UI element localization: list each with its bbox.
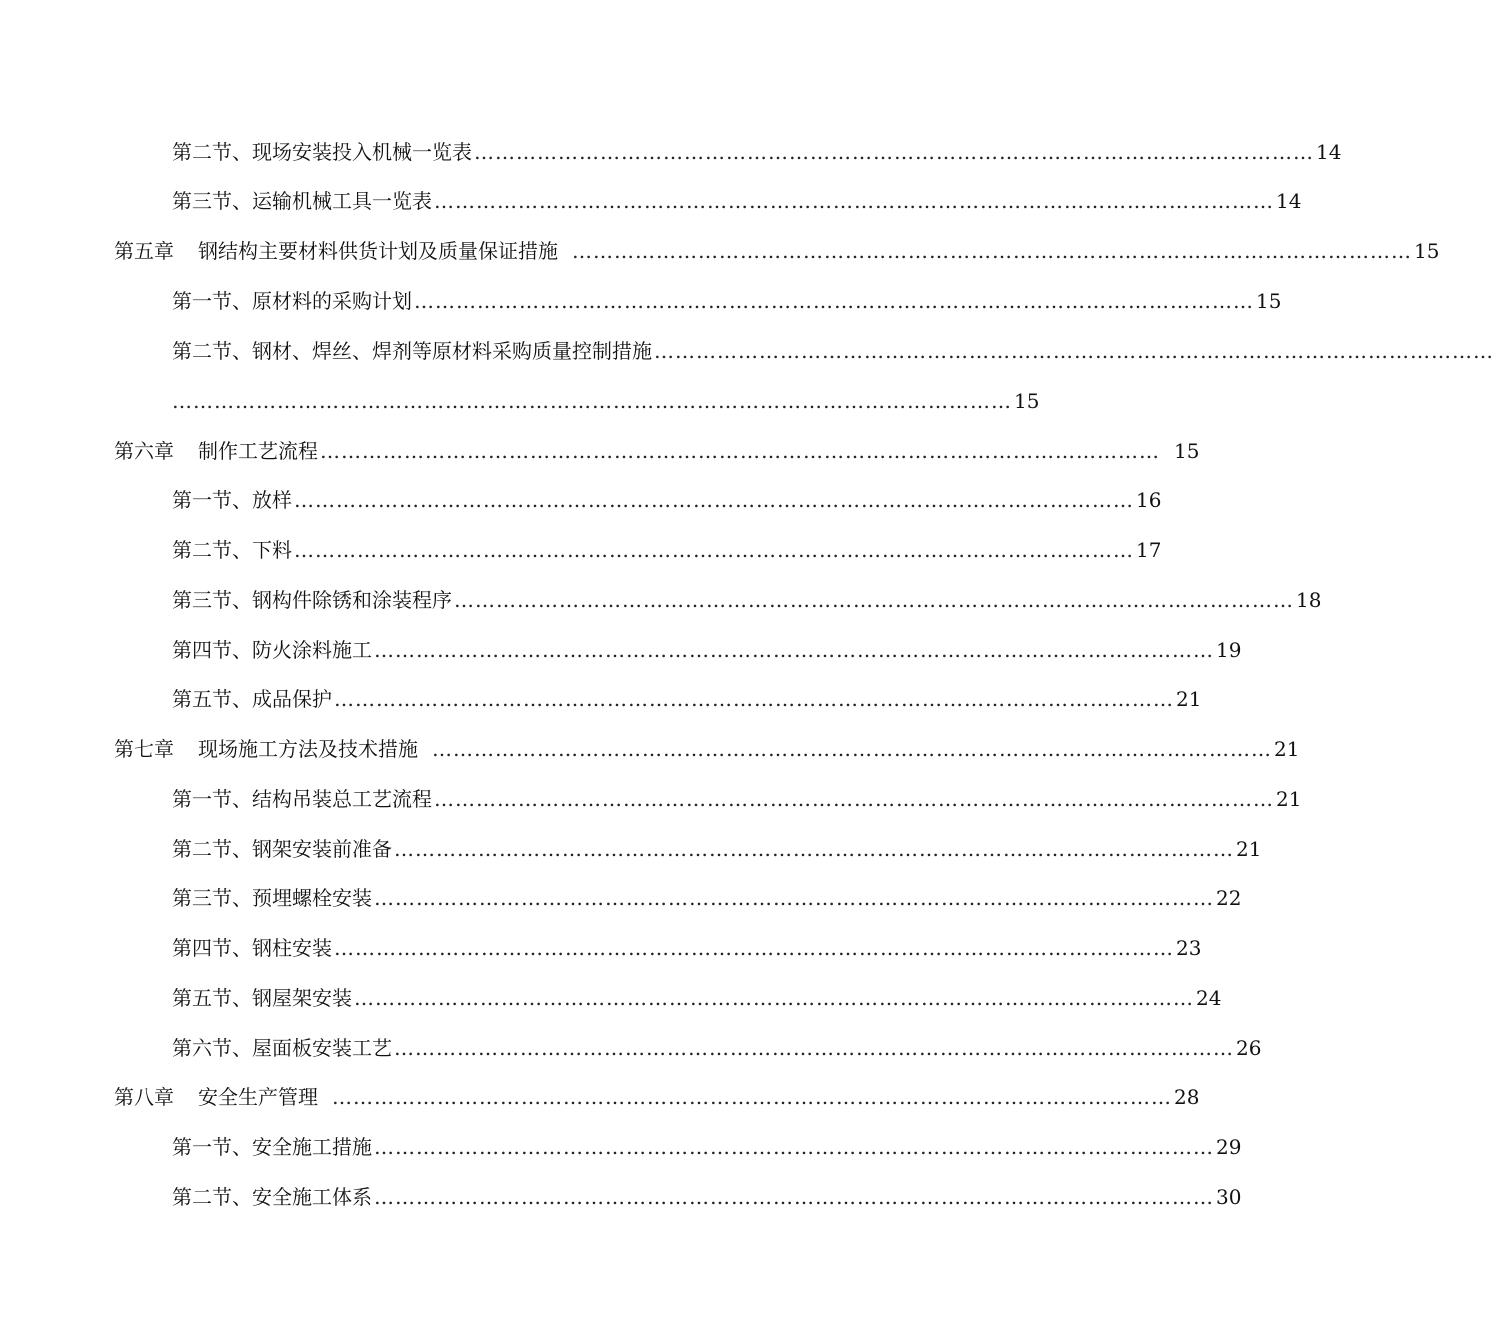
toc-page-number: 17 <box>1136 538 1162 562</box>
toc-page-number: 15 <box>1414 239 1440 263</box>
toc-page-number: 15 <box>1174 439 1200 463</box>
toc-page-number: 16 <box>1136 488 1162 512</box>
toc-dot-leader: ………………………………………………………………………………………………………… <box>474 140 1314 164</box>
toc-page-number: 14 <box>1316 140 1342 164</box>
toc-entry-section[interactable] <box>172 786 1302 812</box>
toc-dot-leader: ………………………………………………………………………………………………………… <box>334 687 1174 711</box>
toc-chapter-number: 第五章 <box>114 239 174 263</box>
toc-chapter-number: 第七章 <box>114 737 174 761</box>
toc-page-number: 22 <box>1216 886 1242 910</box>
toc-page-number: 15 <box>1014 389 1040 413</box>
toc-entry-title: 第三节、预埋螺栓安装 <box>172 886 372 910</box>
toc-dot-leader: ………………………………………………………………………………………………………… <box>354 986 1194 1010</box>
toc-dot-leader: ………………………………………………………………………………………………………… <box>294 488 1134 512</box>
toc-page-number: 21 <box>1276 787 1302 811</box>
toc-entry-section[interactable] <box>172 139 1342 165</box>
toc-entry-title: 第二节、钢材、焊丝、焊剂等原材料采购质量控制措施 <box>172 339 652 363</box>
toc-page-number: 21 <box>1176 687 1202 711</box>
toc-entry-title: 第五节、钢屋架安装 <box>172 986 352 1010</box>
toc-dot-leader: ………………………………………………………………………………………………………… <box>332 1085 1172 1109</box>
toc-entry-title: 第二节、下料 <box>172 538 292 562</box>
toc-entry-title: 第六节、屋面板安装工艺 <box>172 1036 392 1060</box>
toc-entry-section[interactable] <box>172 537 1162 563</box>
toc-page-number: 28 <box>1174 1085 1200 1109</box>
toc-page-number: 14 <box>1276 189 1302 213</box>
toc-entry-title: 第五节、成品保护 <box>172 687 332 711</box>
toc-entry-section[interactable] <box>172 935 1202 961</box>
toc-entry-title: 第一节、放样 <box>172 488 292 512</box>
toc-dot-leader: ………………………………………………………………………………………………………… <box>374 638 1214 662</box>
toc-dot-leader: ………………………………………………………………………………………………………… <box>434 189 1274 213</box>
toc-dot-leader: ………………………………………………………………………………………………………… <box>334 936 1174 960</box>
toc-entry-section[interactable] <box>172 836 1262 862</box>
toc-entry-title: 第一节、原材料的采购计划 <box>172 289 412 313</box>
toc-entry-chapter[interactable] <box>114 1084 1200 1110</box>
toc-entry-title: 第二节、钢架安装前准备 <box>172 837 392 861</box>
toc-entry-section[interactable] <box>172 637 1242 663</box>
toc-entry-title: 第一节、安全施工措施 <box>172 1135 372 1159</box>
toc-chapter-number: 第八章 <box>114 1085 174 1109</box>
toc-dot-leader: ………………………………………………………………………………………………………… <box>374 886 1214 910</box>
toc-entry-section[interactable] <box>172 1035 1262 1061</box>
toc-entry-title: 第三节、运输机械工具一览表 <box>172 189 432 213</box>
toc-dot-leader: ………………………………………………………………………………………………………… <box>432 737 1272 761</box>
toc-page-number: 21 <box>1274 737 1300 761</box>
toc-entry-title: 钢结构主要材料供货计划及质量保证措施 <box>198 239 558 263</box>
toc-page-number: 15 <box>1256 289 1282 313</box>
toc-dot-leader: ………………………………………………………………………………………………………… <box>434 787 1274 811</box>
toc-page-number: 23 <box>1176 936 1202 960</box>
toc-entry-title: 第二节、安全施工体系 <box>172 1185 372 1209</box>
toc-dot-leader: ………………………………………………………………………………………………………… <box>294 538 1134 562</box>
toc-entry-section[interactable] <box>172 1134 1242 1160</box>
toc-entry-section[interactable] <box>172 288 1282 314</box>
toc-entry-section[interactable] <box>172 885 1242 911</box>
toc-entry-title: 第一节、结构吊装总工艺流程 <box>172 787 432 811</box>
toc-page-number: 24 <box>1196 986 1222 1010</box>
toc-entry-title: 现场施工方法及技术措施 <box>198 737 418 761</box>
toc-dot-leader: ………………………………………………………………………………………………………… <box>454 588 1294 612</box>
toc-entry-section[interactable] <box>172 686 1202 712</box>
toc-entry-chapter[interactable] <box>114 736 1300 762</box>
toc-page-number: 30 <box>1216 1185 1242 1209</box>
toc-dot-leader: ………………………………………………………………………………………………………… <box>394 1036 1234 1060</box>
toc-entry-title: 第三节、钢构件除锈和涂装程序 <box>172 588 452 612</box>
toc-page-number: 19 <box>1216 638 1242 662</box>
toc-entry-title: 第二节、现场安装投入机械一览表 <box>172 140 472 164</box>
toc-entry-chapter[interactable] <box>114 438 1200 464</box>
toc-entry-section[interactable] <box>172 487 1162 513</box>
toc-dot-leader: ………………………………………………………………………………………………………… <box>374 1135 1214 1159</box>
toc-entry-section[interactable] <box>172 985 1222 1011</box>
toc-page-number: 29 <box>1216 1135 1242 1159</box>
toc-entry-section[interactable] <box>172 338 1494 364</box>
toc-entry-continuation[interactable] <box>172 388 1040 414</box>
toc-page-number: 26 <box>1236 1036 1262 1060</box>
toc-dot-leader: ………………………………………………………………………………………………………… <box>394 837 1234 861</box>
toc-dot-leader: ………………………………………………………………………………………………………… <box>172 389 1012 413</box>
toc-dot-leader: ………………………………………………………………………………………………………… <box>374 1185 1214 1209</box>
toc-dot-leader: ………………………………………………………………………………………………………… <box>414 289 1254 313</box>
toc-entry-title: 第四节、防火涂料施工 <box>172 638 372 662</box>
toc-entry-title: 第四节、钢柱安装 <box>172 936 332 960</box>
toc-entry-section[interactable] <box>172 188 1302 214</box>
toc-entry-chapter[interactable] <box>114 238 1440 264</box>
toc-entry-title: 安全生产管理 <box>198 1085 318 1109</box>
toc-entry-section[interactable] <box>172 1184 1242 1210</box>
toc-chapter-number: 第六章 <box>114 439 174 463</box>
toc-dot-leader: ………………………………………………………………………………………………………… <box>572 239 1412 263</box>
toc-dot-leader: ………………………………………………………………………………………………………… <box>320 439 1160 463</box>
toc-page-number: 18 <box>1296 588 1322 612</box>
toc-page-number: 21 <box>1236 837 1262 861</box>
toc-entry-title: 制作工艺流程 <box>198 439 318 463</box>
toc-dot-leader: ………………………………………………………………………………………………………… <box>654 339 1494 363</box>
toc-entry-section[interactable] <box>172 587 1322 613</box>
